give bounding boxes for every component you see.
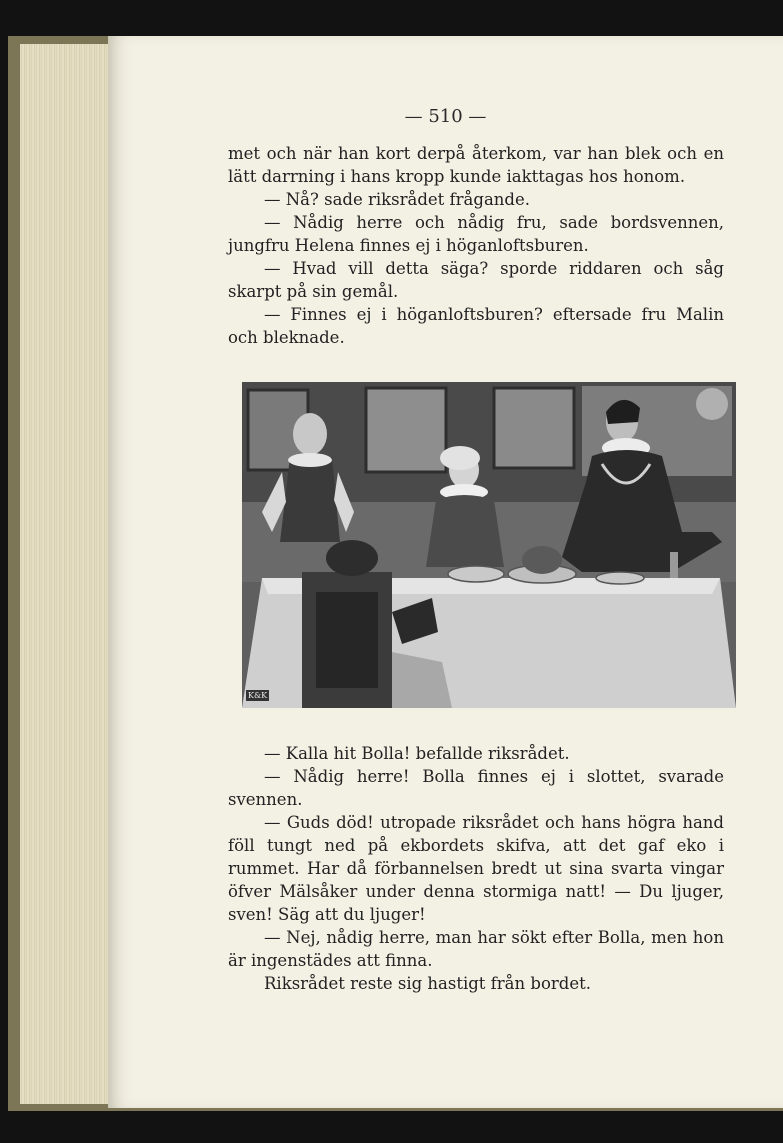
illustration-mark: K&K [248,691,268,700]
page-number: — 510 — [404,106,487,127]
paragraph: — Finnes ej i höganloftsburen? eftersade fru Malin och bleknade. [228,305,724,347]
paragraph: — Kalla hit Bolla! befallde riksrådet. [264,744,570,763]
illustration [242,382,736,708]
paragraph: — Nådig herre! Bolla finnes ej i slottet, svarade svennen. [228,767,724,809]
dining-scene-illustration [242,382,736,708]
book-page [108,36,783,1108]
paragraph: met och när han kort derpå återkom, var han blek och en lätt darrning i hans kropp kunde iakttagas hos honom. [228,144,724,186]
paragraph: — Nå? sade riksrådet frågande. [264,190,530,209]
paragraph: — Nej, nådig herre, man har sökt efter Bolla, men hon är ingenstädes att finna. [228,928,724,970]
top-text-block [228,142,724,349]
paragraph: — Guds död! utropade riksrådet och hans högra hand föll tungt ned på ekbordets skifva, att det gaf eko i rummet. Har då förbannelsen bredt ut sina svarta vingar öfver Mälsåker under denna stormiga natt! — Du ljuger, sven! Säg att du ljuger! [228,813,724,924]
paragraph: — Nådig herre och nådig fru, sade bordsvennen, jungfru Helena finnes ej i höganloftsburen. [228,213,724,255]
paragraph: — Hvad vill detta säga? sporde riddaren och såg skarpt på sin gemål. [228,259,724,301]
paragraph: Riksrådet reste sig hastigt från bordet. [264,974,591,993]
bottom-text-block [228,742,724,995]
